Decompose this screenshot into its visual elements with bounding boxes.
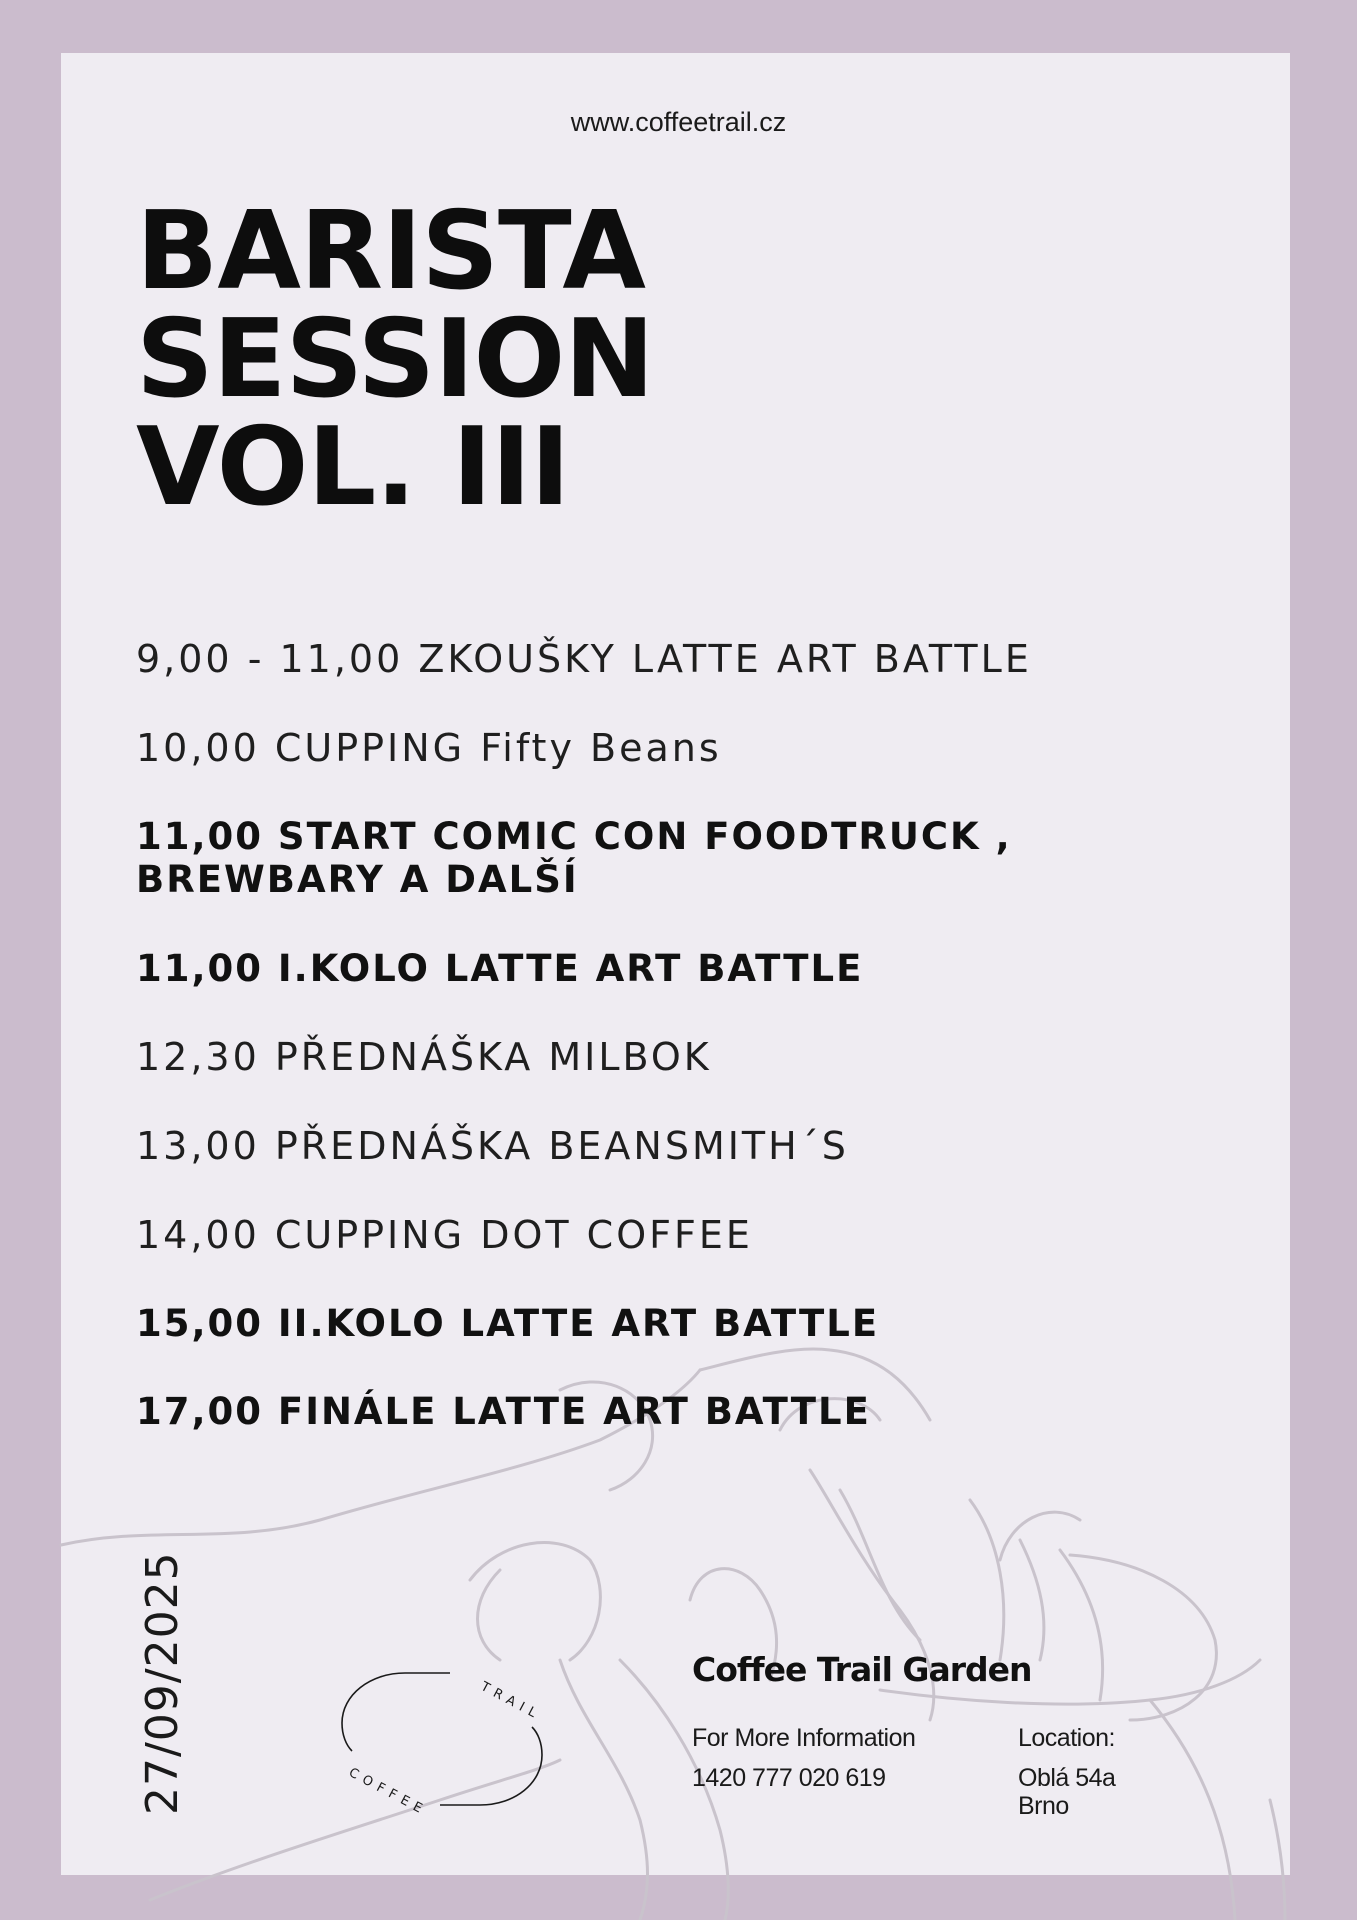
location-city: Brno	[1018, 1792, 1069, 1820]
location-info	[1018, 1724, 1115, 1820]
schedule-item: 15,00 II.KOLO LATTE ART BATTLE	[136, 1302, 880, 1345]
contact-label: For More Information	[692, 1724, 916, 1752]
schedule-item: 11,00 I.KOLO LATTE ART BATTLE	[136, 947, 864, 990]
schedule-item: 13,00 PŘEDNÁŠKA BEANSMITH´S	[136, 1124, 849, 1168]
event-title	[136, 189, 654, 530]
schedule-item: 12,30 PŘEDNÁŠKA MILBOK	[136, 1035, 712, 1079]
schedule-item-line-2: BREWBARY A DALŠÍ	[136, 858, 579, 901]
contact-info	[692, 1724, 915, 1792]
event-date: 27/09/2025	[137, 1551, 188, 1815]
logo-word-top: TRAIL	[478, 1679, 544, 1724]
contact-phone: 1420 777 020 619	[692, 1764, 886, 1792]
venue-name: Coffee Trail Garden	[692, 1650, 1032, 1689]
schedule-item-line-1: 11,00 START COMIC CON FOODTRUCK ,	[136, 815, 1012, 858]
schedule-item: 14,00 CUPPING DOT COFFEE	[136, 1213, 753, 1257]
schedule-item: 10,00 CUPPING Fifty Beans	[136, 726, 722, 770]
schedule-item: 17,00 FINÁLE LATTE ART BATTLE	[136, 1390, 871, 1433]
website-url: www.coffeetrail.cz	[570, 107, 787, 137]
title-line-2: SESSION	[136, 297, 654, 422]
schedule-list	[136, 637, 1136, 1478]
schedule-item	[136, 815, 1136, 901]
logo-word-bottom: COFFEE	[346, 1765, 430, 1820]
location-street: Oblá 54a	[1018, 1764, 1116, 1792]
title-line-1: BARISTA	[136, 189, 645, 314]
title-line-3: VOL. III	[136, 405, 570, 530]
coffee-trail-logo	[330, 1655, 560, 1835]
location-label: Location:	[1018, 1724, 1115, 1752]
schedule-item: 9,00 - 11,00 ZKOUŠKY LATTE ART BATTLE	[136, 637, 1032, 681]
